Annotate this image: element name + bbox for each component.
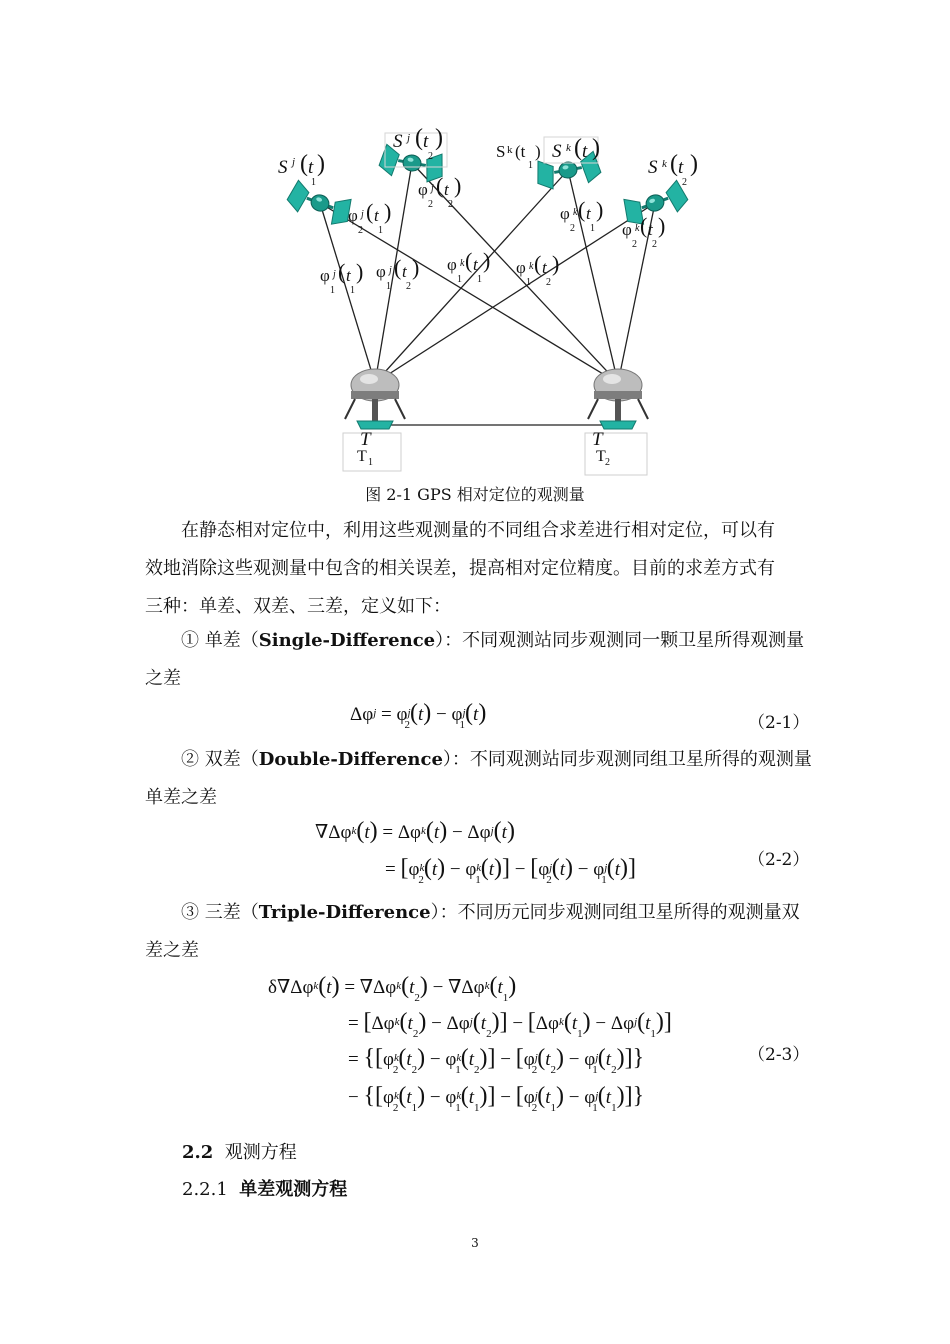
svg-text:k: k (573, 207, 578, 218)
phase-label (376, 255, 419, 292)
svg-text:2: 2 (428, 151, 433, 162)
svg-text:(: ( (436, 173, 444, 198)
svg-text:S: S (496, 142, 506, 161)
svg-text:j: j (361, 209, 364, 220)
svg-text:φ: φ (418, 180, 428, 199)
receiver-icon (345, 369, 405, 429)
equation-number: （2-1） (748, 713, 810, 733)
svg-text:): ) (384, 199, 392, 224)
svg-text:2: 2 (570, 223, 575, 234)
svg-text:): ) (690, 151, 698, 177)
equation-2-2-line1: $\nabla\Delta\varphi^k(t) = \Delta\varphi^k(t) - \Delta\varphi^j(t)$ (315, 818, 515, 844)
svg-text:(: ( (465, 248, 473, 273)
svg-text:φ: φ (348, 206, 358, 225)
equation-2-3-line4: − $\{[\varphi^k_2(t_1) - \varphi^k_1(t_1)] - [\varphi^j_2(t_1) - \varphi^j_1(t_1)]\}$ (348, 1083, 645, 1114)
intro-line: 在静态相对定位中，利用这些观测量的不同组合求差进行相对定位，可以有 (181, 520, 775, 541)
svg-text:φ: φ (560, 204, 570, 223)
svg-text:2: 2 (546, 277, 551, 288)
svg-text:t: t (402, 262, 407, 281)
equation-number: （2-2） (748, 850, 810, 870)
station-label-t2 (592, 429, 610, 468)
svg-text:T: T (360, 429, 371, 450)
figure-caption: 图 2-1 GPS 相对定位的观测量 (365, 485, 585, 504)
svg-text:1: 1 (457, 274, 462, 285)
svg-text:(t: (t (515, 142, 526, 161)
svg-text:(: ( (574, 135, 582, 161)
svg-text:k: k (566, 142, 571, 154)
intro-line: 效地消除这些观测量中包含的相关误差，提高相对定位精度。目前的求差方式有 (145, 558, 775, 579)
svg-text:): ) (592, 135, 600, 161)
svg-text:φ: φ (622, 220, 632, 239)
section-heading: 2.2 观测方程 (182, 1142, 297, 1163)
svg-text:t: t (678, 157, 684, 178)
svg-text:1: 1 (386, 281, 391, 292)
definition-triple-difference: ③ 三差（Triple-Difference）：不同历元同步观测同组卫星所得的观测量双 差之差 (145, 902, 800, 961)
svg-text:1: 1 (378, 225, 383, 236)
svg-text:(: ( (640, 213, 648, 238)
svg-text:j: j (292, 156, 296, 168)
svg-text:1: 1 (590, 223, 595, 234)
svg-text:t: t (582, 141, 588, 162)
definition-single-difference: ① 单差（Single-Difference）：不同观测站同步观测同一颗卫星所得观测量 之差 (145, 630, 805, 689)
svg-text:): ) (435, 125, 443, 151)
receiver-icon (588, 369, 648, 429)
svg-text:): ) (535, 142, 541, 161)
svg-text:T: T (357, 448, 367, 465)
svg-text:1: 1 (368, 457, 373, 468)
phase-label (516, 251, 559, 288)
svg-text:): ) (356, 259, 364, 284)
svg-text:t: t (308, 157, 314, 178)
svg-text:(: ( (578, 197, 586, 222)
svg-text:k: k (662, 158, 667, 170)
sat-label (278, 151, 325, 188)
intro-paragraph (145, 512, 815, 626)
definition-double-difference: ② 双差（Double-Difference）：不同观测站同步观测同组卫星所得的观测量 单差之差 (145, 749, 812, 808)
svg-text:φ: φ (320, 266, 330, 285)
svg-text:k: k (635, 223, 640, 234)
satellite-icon (284, 179, 354, 229)
svg-text:2: 2 (448, 199, 453, 210)
equation-2-3-line2: = $[\Delta\varphi^k(t_2) - \Delta\varphi^j(t_2)] - [\Delta\varphi^k(t_1) - \Delta\varphi^j(t_1)]$ (348, 1009, 672, 1040)
gps-relative-positioning-figure (250, 115, 710, 485)
equation-2-3-line3: = $\{[\varphi^k_2(t_2) - \varphi^k_1(t_2)] - [\varphi^j_2(t_2) - \varphi^j_1(t_2)]\}$ (348, 1045, 645, 1076)
equation-number: （2-3） (748, 1045, 810, 1065)
svg-text:2: 2 (428, 199, 433, 210)
svg-text:): ) (552, 251, 560, 276)
phase-label (348, 199, 391, 236)
svg-text:T: T (592, 429, 603, 450)
equation-2-1: $\Delta\varphi^j = \varphi^j_2(t) - \varphi^j_1(t)$ (350, 700, 487, 731)
svg-text:): ) (454, 173, 462, 198)
svg-text:t: t (374, 206, 379, 225)
svg-text:(: ( (300, 151, 308, 177)
svg-text:1: 1 (311, 177, 316, 188)
phase-label (320, 259, 363, 296)
svg-text:): ) (596, 197, 604, 222)
svg-text:t: t (586, 204, 591, 223)
svg-text:k: k (529, 261, 534, 272)
svg-text:1: 1 (477, 274, 482, 285)
svg-text:t: t (648, 220, 653, 239)
svg-text:k: k (507, 144, 513, 156)
svg-text:1: 1 (350, 285, 355, 296)
svg-text:φ: φ (516, 258, 526, 277)
svg-text:(: ( (415, 125, 423, 151)
svg-text:S: S (552, 141, 562, 162)
svg-text:(: ( (366, 199, 374, 224)
svg-text:k: k (460, 258, 465, 269)
svg-text:2: 2 (605, 457, 610, 468)
svg-text:2: 2 (652, 239, 657, 250)
svg-text:t: t (444, 180, 449, 199)
svg-text:): ) (658, 213, 666, 238)
svg-text:T: T (596, 448, 606, 465)
svg-text:1: 1 (526, 277, 531, 288)
svg-text:t: t (346, 266, 351, 285)
equation-2-2-line2: = $[\varphi^k_2(t) - \varphi^k_1(t)] - [\varphi^j_2(t) - \varphi^j_1(t)]$ (385, 855, 637, 886)
svg-text:j: j (389, 265, 392, 276)
svg-text:1: 1 (330, 285, 335, 296)
svg-text:j: j (431, 183, 434, 194)
svg-text:2: 2 (682, 177, 687, 188)
svg-text:(: ( (534, 251, 542, 276)
svg-text:): ) (483, 248, 491, 273)
svg-text:φ: φ (376, 262, 386, 281)
svg-text:t: t (423, 131, 429, 152)
svg-text:S: S (648, 157, 658, 178)
page-number: 3 (471, 1236, 479, 1250)
station-label-t1 (357, 429, 373, 468)
svg-text:(: ( (338, 259, 346, 284)
svg-text:t: t (473, 255, 478, 274)
svg-text:2: 2 (632, 239, 637, 250)
svg-text:φ: φ (447, 255, 457, 274)
svg-text:(: ( (670, 151, 678, 177)
svg-text:(: ( (394, 255, 402, 280)
subsection-heading: 2.2.1 单差观测方程 (182, 1179, 348, 1200)
svg-text:S: S (393, 131, 403, 152)
svg-text:S: S (278, 157, 288, 178)
svg-text:j: j (333, 269, 336, 280)
phase-label (418, 173, 461, 210)
intro-line: 三种：单差、双差、三差，定义如下： (145, 596, 451, 617)
svg-text:): ) (317, 151, 325, 177)
svg-text:2: 2 (406, 281, 411, 292)
svg-text:t: t (542, 258, 547, 277)
sat-label (648, 151, 698, 188)
svg-text:2: 2 (358, 225, 363, 236)
svg-text:j: j (407, 132, 411, 144)
svg-text:1: 1 (528, 160, 533, 171)
svg-text:): ) (412, 255, 420, 280)
equation-2-3-line1: $\delta\nabla\Delta\varphi^k(t) = \nabla\Delta\varphi^k(t_2) - \nabla\Delta\varphi^k(t_1)$ (268, 973, 517, 1004)
